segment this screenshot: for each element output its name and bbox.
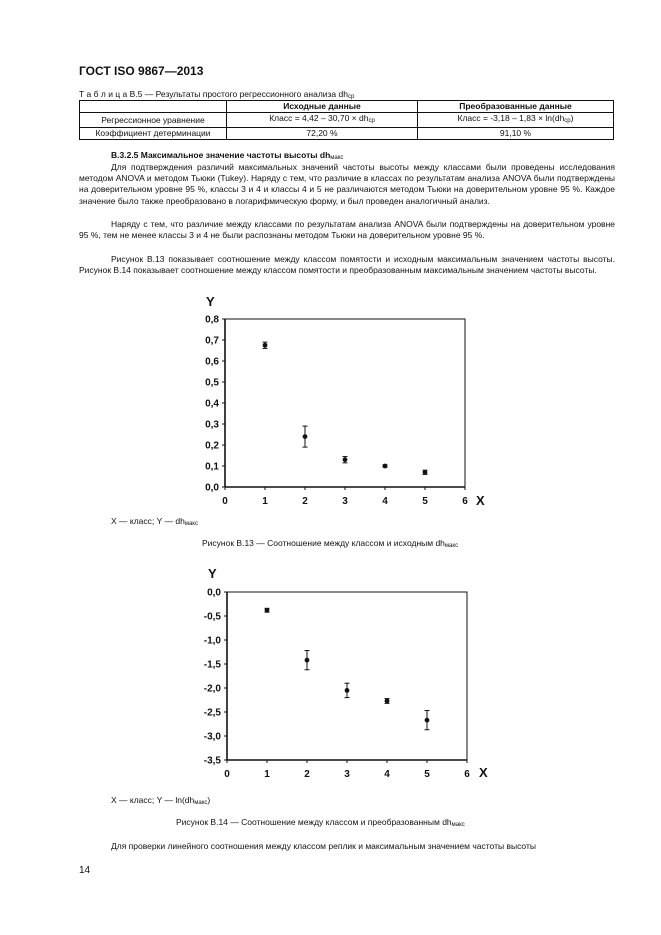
y-tick-label: 0,1 — [205, 461, 219, 473]
x-tick-label: 2 — [302, 496, 308, 507]
x-tick-label: 4 — [382, 496, 388, 507]
fig14-y-axis-label: Y — [208, 566, 217, 581]
fig14-caption: Рисунок В.14 — Соотношение между классом и преобразованным $dh_{макс}$ — [176, 817, 465, 828]
table-header-row: Исходные данные Преобразованные данные — [80, 101, 614, 113]
y-tick-label: 0,8 — [205, 314, 219, 326]
x-tick-label: 1 — [262, 496, 268, 507]
x-tick-label: 6 — [462, 496, 468, 507]
y-tick-label: 0,6 — [205, 356, 219, 368]
table-caption: Т а б л и ц а В.5 — Результаты простого регрессионного анализа $dh_{ср}$ — [79, 89, 355, 100]
y-tick-label: -0,5 — [203, 611, 221, 623]
data-point — [425, 718, 430, 723]
data-point — [343, 457, 348, 462]
y-tick-label: 0,2 — [205, 440, 219, 452]
fig13-y-axis-label: Y — [206, 294, 215, 309]
fig13-legend: X — класс; Y — $dh_{макс}$ — [111, 516, 198, 527]
x-tick-label: 0 — [222, 496, 228, 507]
x-tick-label: 1 — [264, 769, 270, 780]
closing-paragraph: Для проверки линейного соотношения между классом реплик и максимальным значением частоты высоты — [111, 841, 536, 851]
x-tick-label: 5 — [424, 769, 430, 780]
data-point — [303, 434, 308, 439]
y-tick-label: 0,7 — [205, 335, 219, 347]
page-number: 14 — [79, 865, 91, 876]
paragraph-3: Рисунок В.13 показывает соотношение между классом помятости и исходным максимальным значением частоты высоты. Рисунок В.14 показывает соотношение между классом помятости и преобразованным максимальным значением частоты высоты. — [79, 254, 615, 276]
fig14-x-axis-label: X — [479, 765, 488, 780]
section-title: В.3.2.5 Максимальное значение частоты высоты $dh_{макс}$ — [111, 150, 344, 161]
chart-fig13 — [205, 315, 468, 508]
data-point — [265, 608, 270, 613]
data-point — [383, 464, 388, 469]
y-tick-label: -2,5 — [203, 707, 221, 719]
y-tick-label: -3,5 — [203, 755, 221, 767]
x-tick-label: 5 — [422, 496, 428, 507]
y-tick-label: 0,3 — [205, 419, 219, 431]
x-tick-label: 0 — [224, 769, 230, 780]
x-tick-label: 3 — [342, 496, 348, 507]
document-header: ГОСТ ISO 9867—2013 — [79, 64, 204, 78]
data-point — [423, 470, 428, 475]
y-tick-label: 0,5 — [205, 377, 219, 389]
y-tick-label: -2,0 — [203, 683, 221, 695]
y-tick-label: -3,0 — [203, 731, 221, 743]
y-tick-label: -1,5 — [203, 659, 221, 671]
y-tick-label: 0,4 — [205, 398, 219, 410]
plot-frame — [227, 592, 467, 760]
y-tick-label: 0,0 — [205, 482, 219, 494]
table-row: Коэффициент детерминации 72,20 % 91,10 % — [80, 128, 614, 140]
data-point — [305, 658, 310, 663]
x-tick-label: 6 — [464, 769, 470, 780]
fig13-x-axis-label: X — [476, 493, 485, 508]
data-point — [385, 699, 390, 704]
data-point — [263, 343, 268, 348]
paragraph-1: Для подтверждения различий максимальных значений частоты высоты между классами были проведены исследования методом ANOVA и методом Тьюки (Tukey). Наряду с тем, что различие в классах по результатам анализа ANOVA были подтверждены на доверительном уровне 95 %, классы 3 и 4 и классы 4 и 5 не различаются методом Тьюки на доверительном уровне 95 %. Каждое значение было также преобразовано в логарифмическую форму, и был проведен аналогичный анализ. — [79, 162, 615, 206]
fig13-caption: Рисунок В.13 — Соотношение между классом и исходным $dh_{макс}$ — [202, 538, 459, 549]
data-point — [345, 688, 350, 693]
paragraph-2: Наряду с тем, что различие между классами по результатам анализа ANOVA были подтверждены на доверительном уровне 95 %, тем не менее классы 3 и 4 не были распознаны методом Тьюки на доверительном уровне 95 %. — [79, 219, 615, 241]
fig14-legend: X — класс; Y — $\ln(dh_{макс})$ — [111, 795, 211, 806]
chart-fig14 — [204, 588, 470, 781]
x-tick-label: 2 — [304, 769, 310, 780]
x-tick-label: 4 — [384, 769, 390, 780]
table-row: Регрессионное уравнение Класс = $4,42 - 30,70 \times dh_{ср}$ Класс = $-3,18 - 1,83 \times \ln(dh_{ср})$ — [80, 113, 614, 128]
x-tick-label: 3 — [344, 769, 350, 780]
y-tick-label: -1,0 — [203, 635, 221, 647]
y-tick-label: 0,0 — [207, 587, 221, 599]
